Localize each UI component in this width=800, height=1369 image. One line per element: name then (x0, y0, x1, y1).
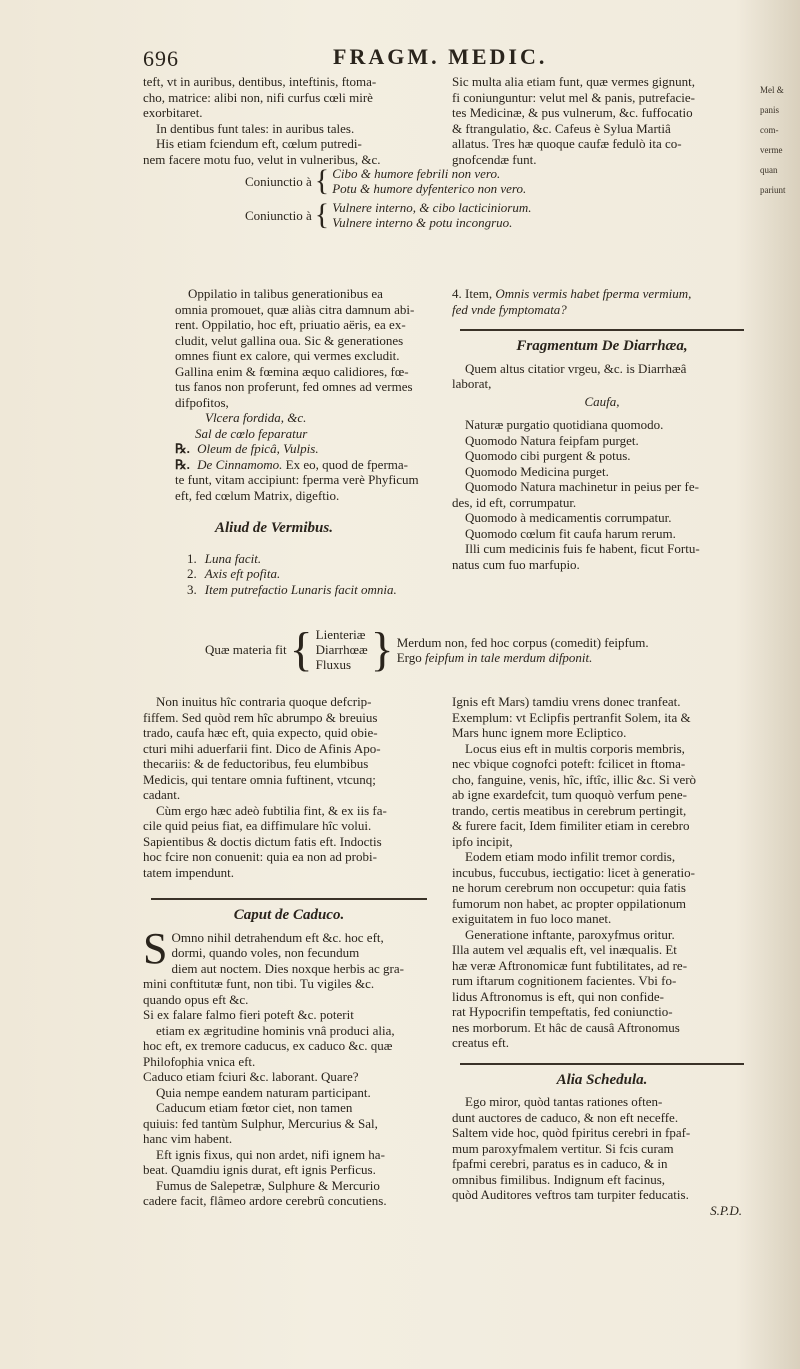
coniunctio-option: Cibo & humore febrili non vero. (332, 166, 501, 181)
text-line: hanc vim habent. (143, 1131, 233, 1146)
page-header (143, 44, 663, 70)
text-line: trado, caufa hæc eft, quia expecto, quid obie- (143, 725, 378, 740)
text-line: cturi mihi aduerfarii fint. Dico de Afinis Apo- (143, 740, 381, 756)
aliud-list-number: 1. (187, 550, 197, 566)
text-line: Exemplum: vt Eclipfis pertranfit Solem, ita & (452, 709, 691, 725)
laborat-line: laborat, (452, 376, 492, 391)
aliud-list (175, 551, 437, 598)
text-line: nes morborum. Et hâc de causâ Aftronomus (452, 1019, 680, 1035)
text-line: nec vbique cognofci poteft: fcilicet in ftoma- (452, 756, 686, 771)
materia-item: Fluxus (315, 657, 352, 672)
text-line: Medicis, qui tentare omnia fuftinent, vtcunq; (143, 771, 376, 787)
caduco-title: Caput de Caduco. (233, 907, 345, 923)
text-line: teft, vt in auribus, dentibus, inteftinis, ftoma- (143, 74, 377, 89)
aliud-list-text: Axis eft pofita. (204, 566, 281, 581)
text-line: dunt auctores de caduco, & non eft neceffe. (452, 1109, 679, 1125)
left-lower-column (143, 694, 435, 1209)
coniunctio-option: Vulnere interno & potu incongruo. (332, 215, 513, 230)
margin-note-line: verme (760, 145, 783, 155)
text-line: His etiam fciendum eft, cœlum putredi- (156, 136, 362, 151)
causa-line: Illi cum medicinis fuis fe habent, ficut Fortu- (465, 541, 700, 556)
text-line: hæ veræ Aftronomicæ funt fubtilitates, ad re- (452, 957, 688, 973)
text-line: Locus eius eft in multis corporis membris, (465, 740, 685, 756)
text-line: hoc eft, ex tremore caducus, ex caduco &c. quæ (143, 1038, 393, 1053)
text-line: In dentibus funt tales: in auribus tales. (156, 120, 355, 136)
right-brace-icon: } (370, 622, 394, 676)
text-line: cho, matrice: alibi non, nifi curfus cœli mirè (143, 89, 373, 105)
text-line: & ftrangulatio, &c. Cafeus è Sylua Martiâ (452, 120, 671, 136)
oppilatio-paragraph (175, 286, 437, 410)
text-line: fpafmi cerebri, paratus es in caduco, & in (452, 1156, 668, 1171)
left-brace-icon: { (314, 164, 330, 197)
recipe-icon: ℞. (175, 441, 190, 456)
text-line: nem facere motu fuo, velut in vulneribus, &c. (143, 151, 381, 167)
item-4-line2: fed vnde fymptomata? (452, 301, 567, 317)
text-line: Oppilatio in talibus generationibus ea (188, 286, 383, 301)
text-line: exorbitaret. (143, 105, 203, 120)
ergo-text: feipfum in tale merdum difponit. (424, 649, 593, 665)
left-brace-icon: { (289, 622, 313, 676)
materia-items (316, 627, 368, 672)
causa-line: Quomodo cœlum fit caufa harum rerum. (465, 525, 676, 541)
text-line: Caducum etiam fœtor ciet, non tamen (156, 1100, 353, 1115)
text-line: Sapientibus & doctis dictum fatis eft. Indoctis (143, 833, 382, 849)
text-line: Illa autem vel æqualis eft, vel inæqualis. Et (452, 942, 677, 957)
text-line: te funt, vitam accipiunt: fperma verè Phyficum (175, 472, 419, 487)
caduco-text (143, 923, 435, 1209)
text-line: Caduco etiam fciuri &c. laborant. Quare? (143, 1069, 359, 1084)
text-line: fiffem. Sed quòd rem hîc abrumpo & breuius (143, 709, 378, 725)
margin-note-line: panis (760, 105, 779, 115)
text-line: tes Medicinæ, & pus vulnerum, &c. fuffocatio (452, 105, 693, 120)
text-line: Generatione inftante, paroxyfmus oritur. (465, 926, 675, 942)
text-line: Gallina enim & fœmina æquo calidiores, fœ- (175, 363, 409, 379)
aliud-list-number: 2. (187, 566, 197, 581)
text-line: beat. Quamdiu ignis durat, eft ignis Perficus. (143, 1162, 376, 1177)
text-line: quòd Auditores veftros tam turpiter feducatis. (452, 1187, 689, 1202)
ulcera-line: Vlcera fordida, &c. (205, 410, 307, 425)
item-4-text: Omnis vermis habet fperma vermium, (492, 286, 692, 301)
recipe-text: Oleum de fpicâ, Vulpis. (197, 441, 319, 456)
alia-title: Alia Schedula. (556, 1071, 648, 1088)
sal-line: Sal de cœlo feparatur (195, 425, 308, 441)
signature: S.P.D. (710, 1202, 742, 1218)
text-line: Sic multa alia etiam funt, quæ vermes gignunt, (452, 74, 695, 89)
left-middle-column (175, 286, 437, 597)
right-middle-column (452, 286, 752, 572)
text-line: Cùm ergo hæc adeò fubtilia fint, & ex iis fa- (156, 802, 387, 818)
text-line: omnes fiunt ex calore, qui vermes excludit. (175, 348, 400, 363)
text-line: mini conftitutæ funt, non tibi. Tu vigiles &c. (143, 976, 375, 991)
text-line: Si ex falare falmo fieri poteft &c. poterit (143, 1007, 354, 1022)
coniunctio-option: Vulnere interno, & cibo lacticiniorum. (332, 200, 532, 215)
text-line: cadant. (143, 787, 181, 802)
text-line: Ignis eft Mars) tamdiu vrens donec tranfeat. (452, 694, 681, 709)
causa-line: Quomodo cibi purgent & potus. (465, 448, 631, 463)
running-head: FRAGM. MEDIC. (333, 44, 548, 69)
quem-line: Quem altus citatior vrgeu, &c. is Diarrhæâ (465, 360, 687, 376)
diarrhaea-title: Fragmentum De Diarrhæa, (516, 338, 688, 354)
text-line: Non inuitus hîc contraria quoque defcrip- (156, 694, 372, 709)
item-4 (452, 286, 752, 302)
text-line: dormi, quando voles, non fecundum (171, 945, 360, 960)
causa-line: natus cum fuo marfupio. (452, 556, 580, 572)
text-line: & furere facit, Idem fimiliter etiam in cerebro (452, 818, 690, 833)
left-brace-icon: { (314, 198, 330, 231)
causa-line: Quomodo Natura feipfam purget. (465, 432, 639, 448)
text-line: quando opus eft &c. (143, 991, 249, 1007)
text-line: hoc fcire non conuenit: quia ea non ad probi- (143, 849, 377, 864)
text-line: ab igne exardefcit, tum quoquò verfum pene- (452, 787, 687, 802)
text-line: rent. Oppilatio, hoc eft, priuatio aëris, ea ex- (175, 317, 406, 332)
text-line: allatus. Tres hæ quoque caufæ fedulò ita co- (452, 136, 682, 151)
text-line: tus fanos non proferunt, fed omnes ad vermes (175, 379, 413, 394)
coniunctio-lead: Coniunctio à (245, 173, 312, 189)
text-line: Mars hunc ignem more Ecliptico. (452, 725, 627, 740)
aliud-title: Aliud de Vermibus. (215, 520, 333, 536)
section-rule (460, 1063, 744, 1065)
text-line: thecariis: & de feductoribus, feu elumbibus (143, 756, 369, 771)
aliud-list-item (175, 582, 437, 598)
non-inuitus-paragraph (143, 694, 435, 880)
text-line: cile quid peius fiat, ea diffimulare hîc volui. (143, 818, 372, 833)
causa-line: Quomodo Medicina purget. (465, 463, 609, 479)
text-line: Eft ignis fixus, qui non ardet, nifi ignem ha- (156, 1146, 385, 1162)
text-line: cludit, velut gallina oua. Sic & generationes (175, 332, 404, 348)
text-line: creatus eft. (452, 1035, 510, 1050)
text-line: lidus Aftronomus is eft, qui non confide- (452, 988, 664, 1004)
text-line: diem aut noctem. Dies noxque herbis ac gra- (171, 960, 404, 976)
materia-ergo (397, 650, 649, 665)
coniunctio-lead: Coniunctio à (245, 207, 312, 223)
causa-line: Naturæ purgatio quotidiana quomodo. (465, 417, 664, 432)
text-line: ne horum cerebrum non occupetur: quia fatis (452, 880, 686, 895)
causa-line: Quomodo à medicamentis corrumpatur. (465, 510, 672, 525)
right-lower-column (452, 694, 752, 1218)
text-line: Philofophia vnica eft. (143, 1053, 256, 1069)
text-line: fumorum non habet, ac propter oppilationum (452, 895, 686, 911)
text-line: cadere facit, flâmeo ardore cerebrû concutiens. (143, 1193, 387, 1208)
aliud-list-item (175, 566, 437, 582)
causa-list (452, 417, 752, 572)
aliud-list-text: Luna facit. (204, 550, 262, 566)
margin-note-line: pariunt (760, 185, 786, 195)
text-line: Saltem vide hoc, quòd fpiritus cerebri in fpaf- (452, 1125, 691, 1140)
text-line: ipfo incipit, (452, 833, 513, 849)
right-top-column (452, 74, 752, 167)
alia-paragraph (452, 1094, 752, 1203)
coniunctio-row (245, 200, 532, 230)
text-line: exiguitatem in fuo loco manet. (452, 911, 612, 926)
text-line: tatem impendunt. (143, 864, 234, 880)
text-line: quiuis: fed tantùm Sulphur, Mercurius & Sal, (143, 1115, 378, 1131)
margin-note-line: com- (760, 125, 779, 135)
materia-item: Diarrhœæ (315, 642, 368, 657)
causa-line: Quomodo Natura machinetur in peius per fe- (465, 479, 699, 494)
coniunctio-block (245, 166, 532, 230)
page-number: 696 (143, 46, 179, 71)
text-line: Ego miror, quòd tantas rationes often- (465, 1094, 663, 1109)
text-line: eft, fed cœlum Matrix, digeftio. (175, 487, 340, 503)
ergo-lead: Ergo (396, 649, 422, 665)
recipe-lead: De Cinnamomo. (197, 456, 283, 472)
text-line: rat Hypocrifin tempeftatis, fed coniunctio- (452, 1004, 673, 1019)
left-top-column (143, 74, 433, 167)
causa-heading: Caufa, (584, 393, 620, 409)
coniunctio-option: Potu & humore dyfenterico non vero. (332, 181, 527, 196)
recipe-icon: ℞. (175, 456, 190, 472)
text-line: trando, certis meatibus in cerebrum pertingit, (452, 802, 687, 818)
recipe-line (175, 457, 437, 473)
recipe-continuation (175, 472, 437, 503)
text-line: fi coniunguntur: velut mel & panis, putrefacie- (452, 89, 695, 105)
text-line: mum paroxyfmalem vertitur. Si fcis curam (452, 1140, 674, 1156)
aliud-list-number: 3. (187, 581, 197, 597)
margin-note-line: Mel & (760, 85, 784, 95)
text-line: omnia promouet, quæ aliàs citra damnum abi- (175, 301, 415, 317)
materia-merdum: Merdum non, fed hoc corpus (comedit) feipfum. (396, 634, 649, 650)
text-line: difpofitos, (175, 394, 229, 410)
text-line: Eodem etiam modo infilit tremor cordis, (465, 849, 676, 864)
ignis-paragraph (452, 694, 752, 1051)
recipe-line (175, 441, 437, 457)
materia-row (205, 622, 649, 676)
drop-cap: S (143, 923, 168, 973)
aliud-list-item (175, 551, 437, 567)
materia-item: Lienteriæ (315, 627, 366, 642)
text-line: gnofcendæ funt. (452, 151, 537, 167)
recipe-text: Ex eo, quod de fperma- (285, 456, 408, 472)
causa-line: des, id eft, corrumpatur. (452, 494, 577, 510)
text-line: incubus, fuccubus, iectigatio: licet à generatio- (452, 864, 695, 880)
aliud-list-text: Item putrefactio Lunaris facit omnia. (204, 581, 397, 597)
margin-note-line: quan (760, 165, 778, 175)
text-line: cho, fanguine, venis, hîc, iftîc, illic &c. Si verò (452, 771, 697, 787)
caduco-lines (143, 945, 435, 1209)
text-line: Fumus de Salepetræ, Sulphure & Mercurio (156, 1177, 380, 1193)
coniunctio-row (245, 166, 532, 196)
materia-lead: Quæ materia fit (205, 642, 287, 657)
text-line: etiam ex ægritudine hominis vnâ produci alia, (156, 1022, 395, 1038)
text-line: omnibus fimilibus. Indignum eft facinus, (452, 1171, 666, 1187)
section-rule (460, 329, 744, 331)
margin-note (760, 76, 796, 205)
text-line: rum iftarum cognitionem facientes. Vbi fo- (452, 973, 677, 988)
materia-block (205, 622, 649, 676)
section-rule (151, 898, 427, 900)
caduco-first-line: Omno nihil detrahendum eft &c. hoc eft, (171, 929, 384, 945)
text-line: Quia nempe eandem naturam participant. (156, 1084, 371, 1100)
item-4-lead: 4. Item, (452, 286, 493, 301)
